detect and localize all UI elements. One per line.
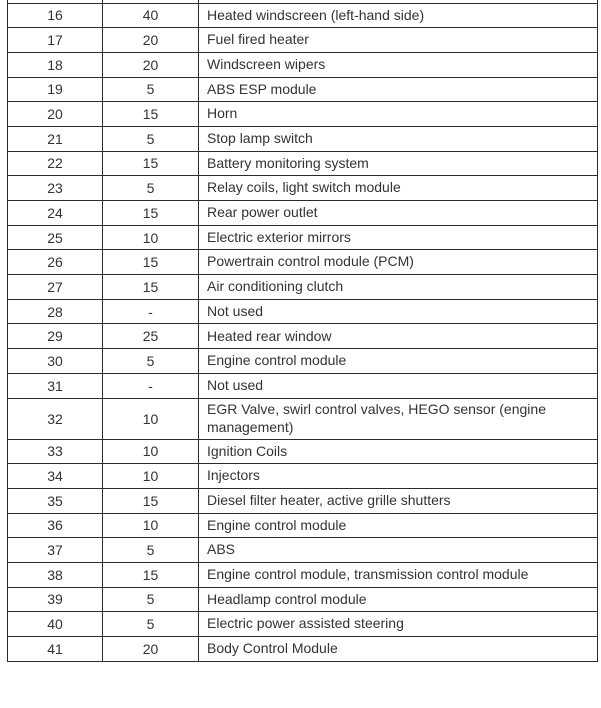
description-cell: Engine control module, transmission control module [199, 562, 598, 587]
fuse-table-body [8, 0, 598, 661]
table-row [8, 398, 598, 439]
fuse-number-cell: 25 [8, 225, 103, 250]
table-row [8, 562, 598, 587]
fuse-number-cell: 29 [8, 324, 103, 349]
amp-rating-cell: 40 [103, 3, 199, 28]
fuse-number-cell: 21 [8, 126, 103, 151]
amp-rating-cell: 10 [103, 439, 199, 464]
fuse-number-cell: 16 [8, 3, 103, 28]
amp-rating-cell: 5 [103, 587, 199, 612]
fuse-number-cell: 26 [8, 250, 103, 275]
table-row [8, 126, 598, 151]
amp-rating-cell: 5 [103, 538, 199, 563]
fuse-specification-table [7, 0, 598, 662]
description-cell: Electric power assisted steering [199, 612, 598, 637]
amp-rating-cell: 20 [103, 28, 199, 53]
amp-rating-cell: 15 [103, 102, 199, 127]
fuse-number-cell: 35 [8, 488, 103, 513]
description-cell: EGR Valve, swirl control valves, HEGO sensor (engine management) [199, 398, 598, 439]
table-row [8, 349, 598, 374]
description-cell: Battery monitoring system [199, 151, 598, 176]
amp-rating-cell: 25 [103, 324, 199, 349]
fuse-number-cell: 36 [8, 513, 103, 538]
amp-rating-cell: 5 [103, 126, 199, 151]
description-cell: Diesel filter heater, active grille shutters [199, 488, 598, 513]
table-row [8, 225, 598, 250]
table-row [8, 464, 598, 489]
table-row [8, 299, 598, 324]
table-row [8, 439, 598, 464]
amp-rating-cell: 10 [103, 513, 199, 538]
description-cell: Heated windscreen (left-hand side) [199, 3, 598, 28]
description-cell: Body Control Module [199, 637, 598, 662]
amp-rating-cell: 15 [103, 151, 199, 176]
fuse-number-cell: 39 [8, 587, 103, 612]
amp-rating-cell: 5 [103, 612, 199, 637]
description-cell: Not used [199, 299, 598, 324]
description-cell: Injectors [199, 464, 598, 489]
table-row [8, 176, 598, 201]
amp-rating-cell: - [103, 299, 199, 324]
fuse-number-cell: 22 [8, 151, 103, 176]
description-cell: Not used [199, 373, 598, 398]
table-row [8, 538, 598, 563]
description-cell: Heated rear window [199, 324, 598, 349]
description-cell: Powertrain control module (PCM) [199, 250, 598, 275]
description-cell: Windscreen wipers [199, 52, 598, 77]
amp-rating-cell: 10 [103, 464, 199, 489]
amp-rating-cell: 15 [103, 201, 199, 226]
fuse-number-cell: 31 [8, 373, 103, 398]
table-row [8, 250, 598, 275]
description-cell: Electric exterior mirrors [199, 225, 598, 250]
fuse-number-cell: 20 [8, 102, 103, 127]
table-row [8, 28, 598, 53]
fuse-number-cell: 23 [8, 176, 103, 201]
amp-rating-cell: 15 [103, 275, 199, 300]
amp-rating-cell: 20 [103, 52, 199, 77]
table-row [8, 587, 598, 612]
amp-rating-cell: 15 [103, 562, 199, 587]
description-cell: Fuel fired heater [199, 28, 598, 53]
table-row [8, 52, 598, 77]
amp-rating-cell: 10 [103, 398, 199, 439]
table-row [8, 324, 598, 349]
description-cell: Headlamp control module [199, 587, 598, 612]
amp-rating-cell: 5 [103, 349, 199, 374]
fuse-number-cell: 17 [8, 28, 103, 53]
fuse-number-cell: 34 [8, 464, 103, 489]
table-row [8, 513, 598, 538]
amp-rating-cell: 15 [103, 250, 199, 275]
fuse-number-cell: 41 [8, 637, 103, 662]
description-cell: ABS [199, 538, 598, 563]
table-row [8, 102, 598, 127]
fuse-number-cell: 18 [8, 52, 103, 77]
amp-rating-cell: 5 [103, 77, 199, 102]
table-row [8, 3, 598, 28]
description-cell: Horn [199, 102, 598, 127]
description-cell: Ignition Coils [199, 439, 598, 464]
fuse-number-cell: 32 [8, 398, 103, 439]
fuse-number-cell: 27 [8, 275, 103, 300]
description-cell: Rear power outlet [199, 201, 598, 226]
description-cell: Air conditioning clutch [199, 275, 598, 300]
description-cell: Engine control module [199, 513, 598, 538]
table-row [8, 488, 598, 513]
table-row [8, 77, 598, 102]
description-cell: ABS ESP module [199, 77, 598, 102]
table-row [8, 275, 598, 300]
fuse-number-cell: 37 [8, 538, 103, 563]
table-row [8, 151, 598, 176]
fuse-number-cell: 30 [8, 349, 103, 374]
table-row [8, 373, 598, 398]
amp-rating-cell: - [103, 373, 199, 398]
amp-rating-cell: 15 [103, 488, 199, 513]
fuse-number-cell: 40 [8, 612, 103, 637]
fuse-number-cell: 38 [8, 562, 103, 587]
description-cell: Engine control module [199, 349, 598, 374]
amp-rating-cell: 5 [103, 176, 199, 201]
table-row [8, 612, 598, 637]
fuse-number-cell: 24 [8, 201, 103, 226]
description-cell: Relay coils, light switch module [199, 176, 598, 201]
amp-rating-cell: 20 [103, 637, 199, 662]
fuse-number-cell: 19 [8, 77, 103, 102]
table-row [8, 637, 598, 662]
fuse-number-cell: 33 [8, 439, 103, 464]
description-cell: Stop lamp switch [199, 126, 598, 151]
fuse-number-cell: 28 [8, 299, 103, 324]
amp-rating-cell: 10 [103, 225, 199, 250]
table-row [8, 201, 598, 226]
